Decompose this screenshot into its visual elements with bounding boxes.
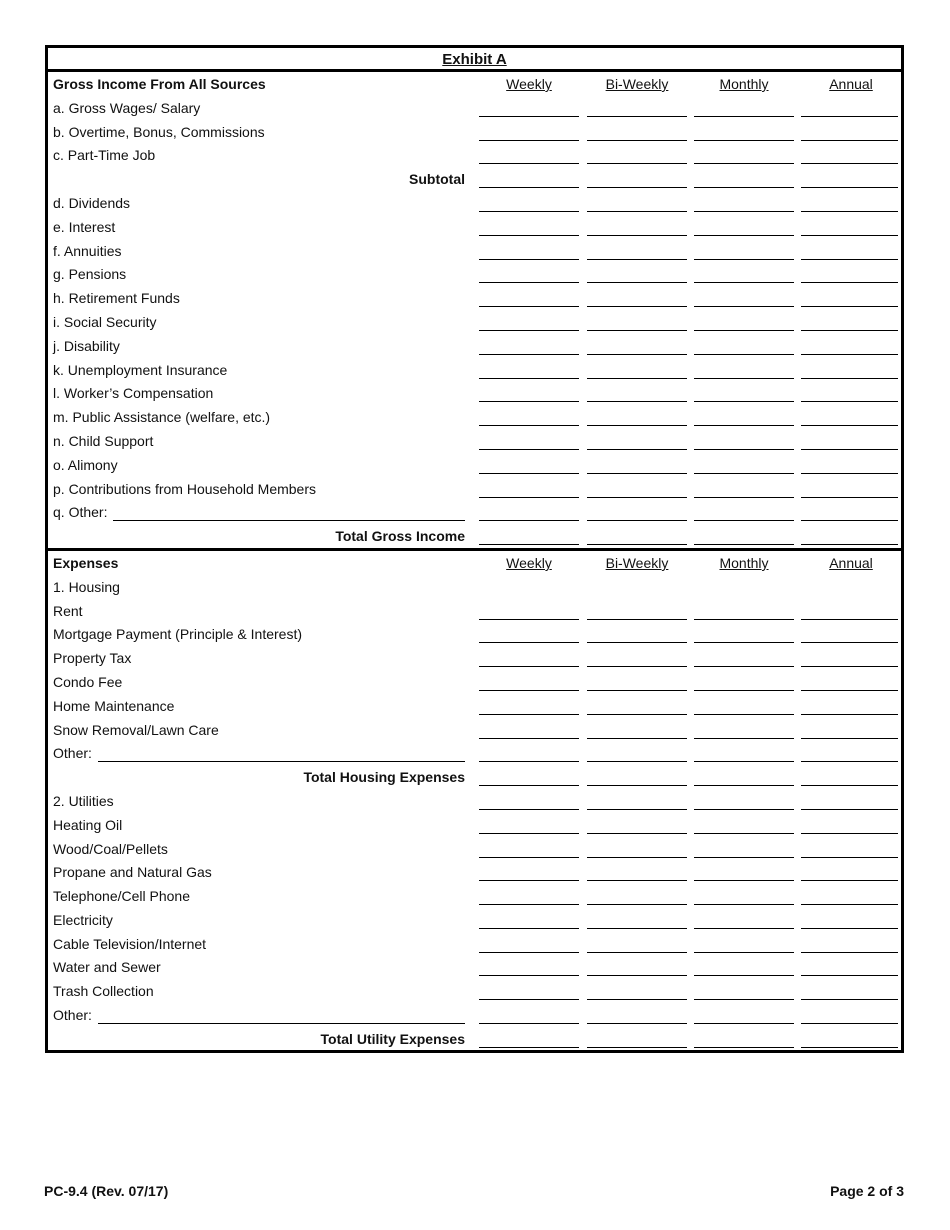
line-item-label: e. Interest bbox=[53, 218, 116, 235]
line-item-row bbox=[48, 575, 901, 599]
line-item-label: Water and Sewer bbox=[53, 959, 161, 976]
line-item-label: j. Disability bbox=[53, 337, 120, 354]
line-item-row bbox=[48, 358, 901, 382]
bi-weekly-amount-field[interactable] bbox=[587, 354, 687, 355]
line-item-row bbox=[48, 837, 901, 861]
annual-amount-field[interactable] bbox=[801, 211, 898, 212]
line-item-row bbox=[48, 599, 901, 623]
monthly-amount-field[interactable] bbox=[694, 306, 794, 307]
column-header-monthly: Monthly bbox=[719, 76, 769, 92]
annual-amount-field[interactable] bbox=[801, 619, 898, 620]
annual-amount-field[interactable] bbox=[801, 378, 898, 379]
bi-weekly-amount-field[interactable] bbox=[587, 761, 687, 762]
line-item-row bbox=[48, 120, 901, 144]
line-item-row bbox=[48, 191, 901, 215]
bi-weekly-amount-field[interactable] bbox=[587, 473, 687, 474]
weekly-amount-field[interactable] bbox=[479, 116, 579, 117]
other-description-field[interactable] bbox=[98, 761, 465, 762]
line-item-label: f. Annuities bbox=[53, 242, 122, 259]
monthly-amount-field[interactable] bbox=[694, 449, 794, 450]
line-item-row bbox=[48, 500, 901, 524]
line-item-label: Total Utility Expenses bbox=[320, 1030, 465, 1047]
line-item-row bbox=[48, 670, 901, 694]
line-item-row bbox=[48, 334, 901, 358]
bi-weekly-amount-field[interactable] bbox=[587, 690, 687, 691]
column-header-annual: Annual bbox=[829, 554, 873, 571]
line-item-label: Total Housing Expenses bbox=[303, 769, 465, 786]
annual-amount-field[interactable] bbox=[801, 235, 898, 236]
column-header-annual: Annual bbox=[829, 76, 873, 92]
annual-amount-field[interactable] bbox=[801, 904, 898, 905]
line-item-row bbox=[48, 789, 901, 813]
line-item-label: Mortgage Payment (Principle & Interest) bbox=[53, 626, 302, 643]
column-header-weekly: Weekly bbox=[506, 76, 552, 92]
bi-weekly-amount-field[interactable] bbox=[587, 140, 687, 141]
line-item-label: Rent bbox=[53, 602, 83, 619]
line-item-label: Other: bbox=[53, 1007, 92, 1024]
line-item-label: m. Public Assistance (welfare, etc.) bbox=[53, 409, 271, 426]
line-item-row bbox=[48, 1003, 901, 1027]
line-item-label: Propane and Natural Gas bbox=[53, 864, 212, 881]
total-row bbox=[48, 167, 901, 191]
weekly-amount-field[interactable] bbox=[479, 282, 579, 283]
monthly-amount-field[interactable] bbox=[694, 666, 794, 667]
annual-amount-field[interactable] bbox=[801, 282, 898, 283]
line-item-label: Cable Television/Internet bbox=[53, 935, 207, 952]
column-header-bi-weekly: Bi-Weekly bbox=[605, 76, 669, 92]
annual-amount-field[interactable] bbox=[801, 880, 898, 881]
monthly-amount-field[interactable] bbox=[694, 642, 794, 643]
bi-weekly-amount-field[interactable] bbox=[587, 785, 687, 786]
monthly-amount-field[interactable] bbox=[694, 163, 794, 164]
line-item-label: p. Contributions from Household Members bbox=[53, 480, 317, 497]
weekly-amount-field[interactable] bbox=[479, 975, 579, 976]
monthly-amount-field[interactable] bbox=[694, 738, 794, 739]
annual-amount-field[interactable] bbox=[801, 425, 898, 426]
weekly-amount-field[interactable] bbox=[479, 211, 579, 212]
column-header-bi-weekly: Bi-Weekly bbox=[605, 554, 669, 571]
annual-amount-field[interactable] bbox=[801, 833, 898, 834]
weekly-amount-field[interactable] bbox=[479, 880, 579, 881]
monthly-amount-field[interactable] bbox=[694, 235, 794, 236]
weekly-amount-field[interactable] bbox=[479, 401, 579, 402]
annual-amount-field[interactable] bbox=[801, 497, 898, 498]
form-number: PC-9.4 (Rev. 07/17) bbox=[44, 1183, 169, 1199]
bi-weekly-amount-field[interactable] bbox=[587, 497, 687, 498]
line-item-row bbox=[48, 622, 901, 646]
weekly-amount-field[interactable] bbox=[479, 714, 579, 715]
annual-amount-field[interactable] bbox=[801, 544, 898, 545]
line-item-row bbox=[48, 310, 901, 334]
monthly-amount-field[interactable] bbox=[694, 116, 794, 117]
bi-weekly-amount-field[interactable] bbox=[587, 259, 687, 260]
expense-section bbox=[48, 548, 901, 1051]
bi-weekly-amount-field[interactable] bbox=[587, 975, 687, 976]
weekly-amount-field[interactable] bbox=[479, 857, 579, 858]
line-item-label: q. Other: bbox=[53, 504, 108, 521]
annual-amount-field[interactable] bbox=[801, 473, 898, 474]
line-item-label: d. Dividends bbox=[53, 194, 131, 211]
bi-weekly-amount-field[interactable] bbox=[587, 642, 687, 643]
monthly-amount-field[interactable] bbox=[694, 140, 794, 141]
weekly-amount-field[interactable] bbox=[479, 163, 579, 164]
annual-amount-field[interactable] bbox=[801, 187, 898, 188]
bi-weekly-amount-field[interactable] bbox=[587, 738, 687, 739]
annual-amount-field[interactable] bbox=[801, 259, 898, 260]
line-item-label: Telephone/Cell Phone bbox=[53, 888, 190, 905]
column-header-weekly: Weekly bbox=[506, 554, 552, 571]
weekly-amount-field[interactable] bbox=[479, 378, 579, 379]
weekly-amount-field[interactable] bbox=[479, 738, 579, 739]
line-item-row bbox=[48, 477, 901, 501]
line-item-label: g. Pensions bbox=[53, 266, 127, 283]
line-item-label: Other: bbox=[53, 745, 92, 762]
monthly-amount-field[interactable] bbox=[694, 211, 794, 212]
line-item-label: Trash Collection bbox=[53, 983, 154, 1000]
bi-weekly-amount-field[interactable] bbox=[587, 666, 687, 667]
bi-weekly-amount-field[interactable] bbox=[587, 449, 687, 450]
monthly-amount-field[interactable] bbox=[694, 904, 794, 905]
bi-weekly-amount-field[interactable] bbox=[587, 928, 687, 929]
monthly-amount-field[interactable] bbox=[694, 999, 794, 1000]
line-item-row bbox=[48, 646, 901, 670]
line-item-row bbox=[48, 932, 901, 956]
monthly-amount-field[interactable] bbox=[694, 259, 794, 260]
line-item-row bbox=[48, 741, 901, 765]
annual-amount-field[interactable] bbox=[801, 738, 898, 739]
expenses-header: Expenses bbox=[53, 554, 119, 571]
bi-weekly-amount-field[interactable] bbox=[587, 1023, 687, 1024]
monthly-amount-field[interactable] bbox=[694, 928, 794, 929]
bi-weekly-amount-field[interactable] bbox=[587, 1047, 687, 1048]
weekly-amount-field[interactable] bbox=[479, 928, 579, 929]
weekly-amount-field[interactable] bbox=[479, 1047, 579, 1048]
bi-weekly-amount-field[interactable] bbox=[587, 904, 687, 905]
line-item-row bbox=[48, 979, 901, 1003]
weekly-amount-field[interactable] bbox=[479, 666, 579, 667]
bi-weekly-amount-field[interactable] bbox=[587, 833, 687, 834]
annual-amount-field[interactable] bbox=[801, 999, 898, 1000]
monthly-amount-field[interactable] bbox=[694, 619, 794, 620]
weekly-amount-field[interactable] bbox=[479, 761, 579, 762]
bi-weekly-amount-field[interactable] bbox=[587, 999, 687, 1000]
bi-weekly-amount-field[interactable] bbox=[587, 857, 687, 858]
annual-amount-field[interactable] bbox=[801, 140, 898, 141]
weekly-amount-field[interactable] bbox=[479, 449, 579, 450]
exhibit-title: Exhibit A bbox=[48, 48, 901, 72]
bi-weekly-amount-field[interactable] bbox=[587, 520, 687, 521]
weekly-amount-field[interactable] bbox=[479, 952, 579, 953]
annual-amount-field[interactable] bbox=[801, 116, 898, 117]
line-item-row bbox=[48, 143, 901, 167]
line-item-row bbox=[48, 405, 901, 429]
annual-amount-field[interactable] bbox=[801, 449, 898, 450]
line-item-label: a. Gross Wages/ Salary bbox=[53, 99, 201, 116]
line-item-label: c. Part-Time Job bbox=[53, 147, 156, 164]
bi-weekly-amount-field[interactable] bbox=[587, 880, 687, 881]
line-item-row bbox=[48, 813, 901, 837]
monthly-amount-field[interactable] bbox=[694, 761, 794, 762]
other-description-field[interactable] bbox=[98, 1023, 465, 1024]
monthly-amount-field[interactable] bbox=[694, 282, 794, 283]
weekly-amount-field[interactable] bbox=[479, 904, 579, 905]
page-number: Page 2 of 3 bbox=[830, 1183, 904, 1199]
annual-amount-field[interactable] bbox=[801, 857, 898, 858]
monthly-amount-field[interactable] bbox=[694, 544, 794, 545]
annual-amount-field[interactable] bbox=[801, 666, 898, 667]
line-item-row bbox=[48, 215, 901, 239]
bi-weekly-amount-field[interactable] bbox=[587, 306, 687, 307]
line-item-row bbox=[48, 96, 901, 120]
weekly-amount-field[interactable] bbox=[479, 330, 579, 331]
annual-amount-field[interactable] bbox=[801, 690, 898, 691]
weekly-amount-field[interactable] bbox=[479, 497, 579, 498]
income-section bbox=[48, 72, 901, 548]
bi-weekly-amount-field[interactable] bbox=[587, 163, 687, 164]
annual-amount-field[interactable] bbox=[801, 163, 898, 164]
bi-weekly-amount-field[interactable] bbox=[587, 952, 687, 953]
annual-amount-field[interactable] bbox=[801, 1047, 898, 1048]
line-item-row bbox=[48, 429, 901, 453]
annual-amount-field[interactable] bbox=[801, 1023, 898, 1024]
income-header: Gross Income From All Sources bbox=[53, 76, 266, 92]
monthly-amount-field[interactable] bbox=[694, 833, 794, 834]
annual-amount-field[interactable] bbox=[801, 520, 898, 521]
column-header-monthly: Monthly bbox=[719, 554, 769, 571]
monthly-amount-field[interactable] bbox=[694, 809, 794, 810]
annual-amount-field[interactable] bbox=[801, 809, 898, 810]
monthly-amount-field[interactable] bbox=[694, 330, 794, 331]
weekly-amount-field[interactable] bbox=[479, 1023, 579, 1024]
bi-weekly-amount-field[interactable] bbox=[587, 187, 687, 188]
monthly-amount-field[interactable] bbox=[694, 425, 794, 426]
bi-weekly-amount-field[interactable] bbox=[587, 425, 687, 426]
line-item-label: 1. Housing bbox=[53, 578, 120, 595]
monthly-amount-field[interactable] bbox=[694, 378, 794, 379]
monthly-amount-field[interactable] bbox=[694, 714, 794, 715]
weekly-amount-field[interactable] bbox=[479, 520, 579, 521]
weekly-amount-field[interactable] bbox=[479, 425, 579, 426]
monthly-amount-field[interactable] bbox=[694, 785, 794, 786]
bi-weekly-amount-field[interactable] bbox=[587, 116, 687, 117]
weekly-amount-field[interactable] bbox=[479, 473, 579, 474]
weekly-amount-field[interactable] bbox=[479, 354, 579, 355]
weekly-amount-field[interactable] bbox=[479, 544, 579, 545]
line-item-label: Electricity bbox=[53, 911, 113, 928]
weekly-amount-field[interactable] bbox=[479, 690, 579, 691]
line-item-label: o. Alimony bbox=[53, 456, 118, 473]
weekly-amount-field[interactable] bbox=[479, 306, 579, 307]
line-item-label: n. Child Support bbox=[53, 432, 154, 449]
line-item-label: Heating Oil bbox=[53, 816, 123, 833]
weekly-amount-field[interactable] bbox=[479, 809, 579, 810]
monthly-amount-field[interactable] bbox=[694, 401, 794, 402]
line-item-label: Home Maintenance bbox=[53, 697, 175, 714]
annual-amount-field[interactable] bbox=[801, 975, 898, 976]
line-item-row bbox=[48, 239, 901, 263]
annual-amount-field[interactable] bbox=[801, 330, 898, 331]
bi-weekly-amount-field[interactable] bbox=[587, 544, 687, 545]
monthly-amount-field[interactable] bbox=[694, 473, 794, 474]
total-row bbox=[48, 1027, 901, 1051]
annual-amount-field[interactable] bbox=[801, 642, 898, 643]
line-item-row bbox=[48, 694, 901, 718]
bi-weekly-amount-field[interactable] bbox=[587, 282, 687, 283]
bi-weekly-amount-field[interactable] bbox=[587, 330, 687, 331]
monthly-amount-field[interactable] bbox=[694, 354, 794, 355]
monthly-amount-field[interactable] bbox=[694, 857, 794, 858]
line-item-label: Property Tax bbox=[53, 650, 132, 667]
weekly-amount-field[interactable] bbox=[479, 235, 579, 236]
weekly-amount-field[interactable] bbox=[479, 785, 579, 786]
annual-amount-field[interactable] bbox=[801, 354, 898, 355]
annual-amount-field[interactable] bbox=[801, 306, 898, 307]
weekly-amount-field[interactable] bbox=[479, 833, 579, 834]
line-item-row bbox=[48, 381, 901, 405]
line-item-row bbox=[48, 884, 901, 908]
weekly-amount-field[interactable] bbox=[479, 259, 579, 260]
monthly-amount-field[interactable] bbox=[694, 880, 794, 881]
monthly-amount-field[interactable] bbox=[694, 497, 794, 498]
weekly-amount-field[interactable] bbox=[479, 619, 579, 620]
annual-amount-field[interactable] bbox=[801, 401, 898, 402]
bi-weekly-amount-field[interactable] bbox=[587, 235, 687, 236]
expenses-header-row bbox=[48, 551, 901, 575]
line-item-row bbox=[48, 718, 901, 742]
line-item-label: Total Gross Income bbox=[335, 528, 465, 545]
weekly-amount-field[interactable] bbox=[479, 187, 579, 188]
weekly-amount-field[interactable] bbox=[479, 140, 579, 141]
annual-amount-field[interactable] bbox=[801, 928, 898, 929]
line-item-label: Condo Fee bbox=[53, 673, 123, 690]
line-item-label: i. Social Security bbox=[53, 313, 157, 330]
income-header-row bbox=[48, 72, 901, 96]
line-item-label: Subtotal bbox=[409, 171, 465, 188]
annual-amount-field[interactable] bbox=[801, 952, 898, 953]
line-item-row bbox=[48, 955, 901, 979]
line-item-row bbox=[48, 860, 901, 884]
monthly-amount-field[interactable] bbox=[694, 520, 794, 521]
exhibit-form bbox=[45, 45, 904, 1053]
bi-weekly-amount-field[interactable] bbox=[587, 809, 687, 810]
monthly-amount-field[interactable] bbox=[694, 187, 794, 188]
total-row bbox=[48, 765, 901, 789]
annual-amount-field[interactable] bbox=[801, 714, 898, 715]
monthly-amount-field[interactable] bbox=[694, 1023, 794, 1024]
monthly-amount-field[interactable] bbox=[694, 975, 794, 976]
line-item-label: 2. Utilities bbox=[53, 792, 114, 809]
monthly-amount-field[interactable] bbox=[694, 1047, 794, 1048]
bi-weekly-amount-field[interactable] bbox=[587, 211, 687, 212]
bi-weekly-amount-field[interactable] bbox=[587, 714, 687, 715]
line-item-row bbox=[48, 262, 901, 286]
annual-amount-field[interactable] bbox=[801, 761, 898, 762]
line-item-row bbox=[48, 286, 901, 310]
bi-weekly-amount-field[interactable] bbox=[587, 619, 687, 620]
line-item-label: k. Unemployment Insurance bbox=[53, 361, 228, 378]
line-item-row bbox=[48, 908, 901, 932]
weekly-amount-field[interactable] bbox=[479, 642, 579, 643]
total-row bbox=[48, 524, 901, 548]
bi-weekly-amount-field[interactable] bbox=[587, 401, 687, 402]
annual-amount-field[interactable] bbox=[801, 785, 898, 786]
line-item-row bbox=[48, 453, 901, 477]
bi-weekly-amount-field[interactable] bbox=[587, 378, 687, 379]
monthly-amount-field[interactable] bbox=[694, 952, 794, 953]
line-item-label: h. Retirement Funds bbox=[53, 290, 180, 307]
other-description-field[interactable] bbox=[113, 520, 465, 521]
line-item-label: Wood/Coal/Pellets bbox=[53, 840, 168, 857]
weekly-amount-field[interactable] bbox=[479, 999, 579, 1000]
line-item-label: Snow Removal/Lawn Care bbox=[53, 721, 219, 738]
monthly-amount-field[interactable] bbox=[694, 690, 794, 691]
line-item-label: b. Overtime, Bonus, Commissions bbox=[53, 123, 265, 140]
line-item-label: l. Worker’s Compensation bbox=[53, 385, 214, 402]
